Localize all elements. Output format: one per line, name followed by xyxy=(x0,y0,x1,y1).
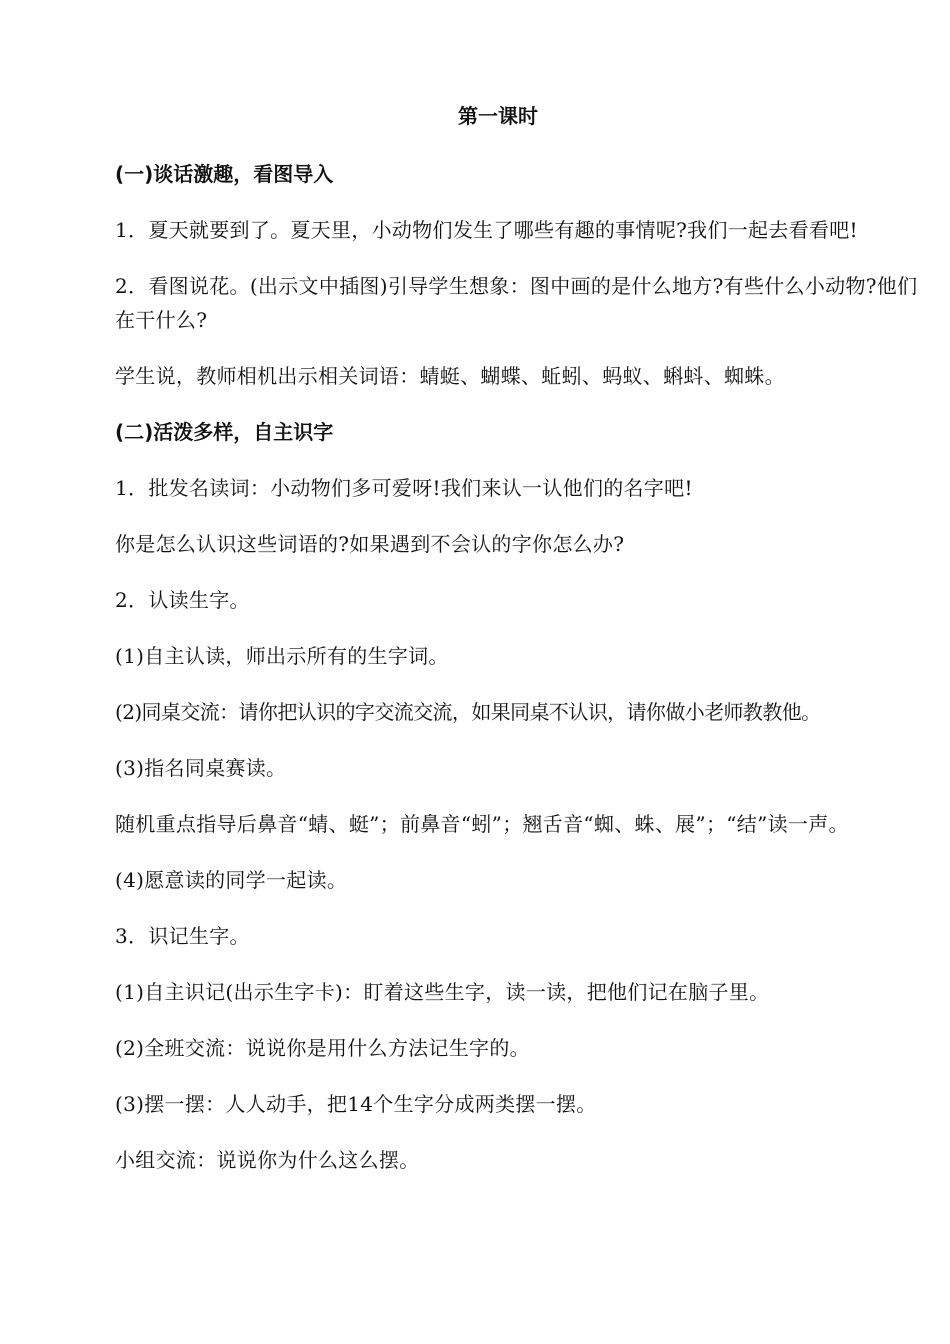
paragraph: 小组交流：说说你为什么这么摆。 xyxy=(115,1148,420,1172)
page-title: 第一课时 xyxy=(458,104,538,128)
paragraph: 2．认读生字。 xyxy=(115,588,250,612)
paragraph: (3)指名同桌赛读。 xyxy=(115,756,287,780)
document-body xyxy=(115,157,920,1199)
paragraph: (2)同桌交流：请你把认识的字交流交流，如果同桌不认识，请你做小老师教教他。 xyxy=(115,700,821,724)
section-heading: (二)活泼多样，自主识字 xyxy=(115,420,334,444)
paragraph: 学生说，教师相机出示相关词语：蜻蜓、蝴蝶、蚯蚓、蚂蚁、蝌蚪、蜘蛛。 xyxy=(115,364,785,388)
paragraph: (3)摆一摆：人人动手，把14个生字分成两类摆一摆。 xyxy=(115,1092,597,1116)
paragraph: (2)全班交流：说说你是用什么方法记生字的。 xyxy=(115,1036,530,1060)
paragraph: 你是怎么认识这些词语的?如果遇到不会认的字你怎么办? xyxy=(115,532,625,556)
paragraph: 随机重点指导后鼻音“蜻、蜓”；前鼻音“蚓”；翘舌音“蜘、蛛、展”；“结”读一声。 xyxy=(115,812,849,836)
section-heading: (一)谈话激趣，看图导入 xyxy=(115,162,334,186)
paragraph: 3．识记生字。 xyxy=(115,924,250,948)
paragraph: (1)自主认读，师出示所有的生字词。 xyxy=(115,644,449,668)
paragraph: (4)愿意读的同学一起读。 xyxy=(115,868,348,892)
paragraph: 2．看图说花。(出示文中插图)引导学生想象：图中画的是什么地方?有些什么小动物?他们在干什么? xyxy=(115,274,918,332)
paragraph: (1)自主识记(出示生字卡)：盯着这些生字，读一读，把他们记在脑子里。 xyxy=(115,980,770,1004)
paragraph: 1．夏天就要到了。夏天里，小动物们发生了哪些有趣的事情呢?我们一起去看看吧! xyxy=(115,218,858,242)
paragraph: 1．批发名读词：小动物们多可爱呀!我们来认一认他们的名字吧! xyxy=(115,476,693,500)
